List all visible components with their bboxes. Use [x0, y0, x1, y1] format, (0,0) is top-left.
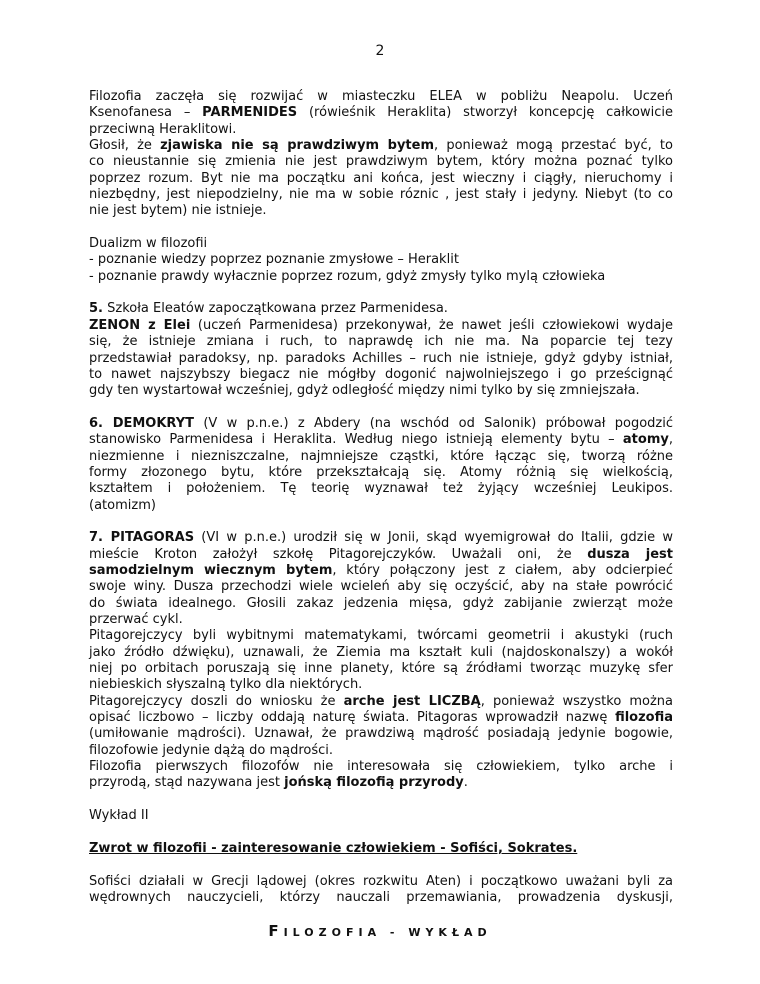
paragraph-spacer	[89, 792, 673, 808]
bold-text: arche jest LICZBĄ	[343, 693, 481, 709]
text-line	[89, 449, 673, 465]
bold-text: dusza jest	[587, 546, 673, 562]
text-span: niej po orbitach poruszają się inne planety, które są źródłami tworząc muzykę sfer	[89, 661, 673, 677]
text-span: Głosił, że	[89, 138, 161, 154]
text-line	[89, 890, 673, 906]
text-line	[89, 367, 673, 383]
text-span: formy złozonego bytu, które przekształcają się. Atomy różnią się wielkością,	[89, 464, 673, 480]
text-line	[89, 677, 673, 693]
bold-text: filozofia	[615, 710, 673, 726]
text-line	[89, 759, 673, 775]
text-line	[89, 841, 673, 857]
text-span: Ksenofanesa –	[89, 105, 203, 121]
text-span: poprzez rozum. Byt nie ma początku ani końca, jest wieczny i ciągły, nieruchomy i	[89, 170, 673, 186]
text-span: mieście Kroton założył szkołę Pitagorejczyków. Uważali oni, że	[89, 546, 588, 562]
text-line	[89, 808, 673, 824]
text-span: Filozofia pierwszych filozofów nie interesowała się człowiekiem, tylko arche i	[89, 759, 673, 775]
text-span: Pitagorejczycy byli wybitnymi matematykami, twórcami geometrii i akustyki (ruch	[89, 628, 673, 644]
bold-text: 6. DEMOKRYT	[89, 415, 195, 431]
text-span: niezmienne i niezniszczalne, najmniejsze cząstki, które łącząc się, tworzą różne	[89, 448, 673, 464]
text-span: Szkoła Eleatów zapoczątkowana przez Parmenidesa.	[102, 301, 448, 317]
text-line	[89, 645, 673, 661]
text-line	[89, 710, 673, 726]
text-line	[89, 481, 673, 497]
text-span: nie jest bytem) nie istnieje.	[89, 203, 267, 219]
text-span: ,	[668, 432, 673, 448]
text-span: Filozofia zaczęła się rozwijać w miasteczku ELEA w pobliżu Neapolu. Uczeń	[89, 89, 673, 104]
text-span: , ponieważ mogą przestać być, to	[434, 138, 673, 154]
text-span: (V w p.n.e.) z Abdery (na wschód od Salonik) próbował pogodzić	[194, 415, 673, 431]
text-span: niebieskich słyszalną tylko dla niektórych.	[89, 677, 363, 693]
text-span: , który połączony jest z ciałem, aby odcierpieć	[332, 562, 673, 578]
text-span: gdy ten wystartował wcześniej, gdyż odległość między nimi tylko by się zmniejszała.	[89, 383, 640, 399]
text-span: się, że istnieje zmiana i ruch, to naprawdę ich nie ma. Na poparcie tej tezy	[89, 334, 673, 350]
text-span: - poznanie prawdy wyłacznie poprzez rozum, gdyż zmysły tylko mylą człowieka	[89, 268, 606, 284]
bold-text: Zwrot w filozofii - zainteresowanie człowiekiem - Sofiści, Sokrates.	[89, 840, 578, 856]
footer-initial: F	[268, 922, 284, 940]
text-line	[89, 252, 673, 268]
text-span: (uczeń Parmenidesa) przekonywał, że nawet jeśli człowiekowi wydaje	[190, 317, 673, 333]
text-span: - poznanie wiedzy poprzez poznanie zmysłowe – Heraklit	[89, 252, 459, 268]
text-line	[89, 105, 673, 121]
text-line	[89, 203, 673, 219]
text-line	[89, 318, 673, 334]
text-span: przerwać cykl.	[89, 612, 183, 627]
text-line	[89, 334, 673, 350]
text-line	[89, 628, 673, 644]
paragraph-spacer	[89, 514, 673, 530]
text-line	[89, 530, 673, 546]
text-span: opisać liczbowo – liczby oddają naturę świata. Pitagoras wprowadził nazwę	[89, 710, 616, 726]
text-span: (VI w p.n.e.) urodził się w Jonii, skąd wyemigrował do Italii, gdzie w	[194, 530, 673, 546]
text-span: to nawet najszybszy biegacz nie mógłby dogonić najwolniejszego i go prześcignąć	[89, 366, 673, 382]
text-line	[89, 563, 673, 579]
text-line	[89, 89, 673, 105]
page-number: 2	[375, 43, 385, 59]
bold-text: 5.	[89, 301, 103, 317]
text-line	[89, 138, 673, 154]
text-span: kształtem i położeniem. Tę teorię wyznawał też żyjący wcześniej Leukipos.	[89, 481, 673, 497]
bold-text: PARMENIDES	[202, 105, 298, 121]
paragraph	[89, 874, 673, 907]
text-line	[89, 154, 673, 170]
text-span: Pitagorejczycy doszli do wniosku że	[89, 693, 344, 709]
paragraph	[89, 530, 673, 792]
text-span: przedstawiał paradoksy, np. paradoks Achilles – ruch nie istnieje, gdyż gdyby istniał,	[89, 350, 673, 366]
text-line	[89, 351, 673, 367]
text-line	[89, 596, 673, 612]
text-line	[89, 612, 673, 628]
text-span: , ponieważ wszystko można	[480, 693, 674, 709]
text-span: wędrownych nauczycieli, którzy nauczali przemawiania, prowadzenia dyskusji,	[89, 889, 673, 905]
paragraph	[89, 808, 673, 824]
document-body	[89, 89, 673, 906]
text-line	[89, 465, 673, 481]
bold-text: zjawiska nie są prawdziwym bytem	[160, 138, 435, 154]
text-span: (rówieśnik Heraklita) stworzył koncepcję całkowicie	[297, 105, 673, 121]
text-span: .	[463, 775, 468, 791]
text-span: filozofowie jedynie dążą do mądrości.	[89, 742, 334, 758]
text-line	[89, 383, 673, 399]
text-line	[89, 743, 673, 759]
text-span: niezbędny, jest niepodzielny, nie ma w sobie róznic , jest stały i jedyny. Niebyt (to co	[89, 187, 673, 203]
paragraph	[89, 89, 673, 220]
text-span: swoje winy. Dusza przechodzi wiele wcieleń aby się oczyścić, aby na stałe powrócić	[89, 579, 673, 595]
text-line	[89, 187, 673, 203]
text-span: (atomizm)	[89, 497, 156, 513]
text-line	[89, 579, 673, 595]
text-span: co nieustannie się zmienia nie jest prawdziwym bytem, który można poznać tylko	[89, 154, 673, 170]
text-line	[89, 236, 673, 252]
text-line	[89, 269, 673, 285]
text-span: stanowisko Parmenidesa i Heraklita. Według niego istnieją elementy bytu –	[89, 432, 623, 448]
paragraph	[89, 841, 673, 857]
text-span: przyrodą, stąd nazywana jest	[89, 775, 285, 791]
paragraph-spacer	[89, 857, 673, 873]
bold-text: jońską filozofią przyrody	[284, 775, 464, 791]
paragraph-spacer	[89, 400, 673, 416]
text-line	[89, 726, 673, 742]
bold-text: samodzielnym wiecznym bytem	[89, 562, 333, 578]
text-line	[89, 301, 673, 317]
text-line	[89, 122, 673, 138]
footer-text: ILOZOFIA - WYKŁAD	[283, 926, 492, 939]
text-line	[89, 661, 673, 677]
paragraph	[89, 416, 673, 514]
text-line	[89, 775, 673, 791]
text-line	[89, 498, 673, 514]
paragraph-spacer	[89, 824, 673, 840]
paragraph-spacer	[89, 220, 673, 236]
text-span: do świata idealnego. Głosili zakaz jedzenia mięsa, gdyż zabijanie zwierząt może	[89, 595, 673, 611]
text-line	[89, 171, 673, 187]
text-line	[89, 874, 673, 890]
bold-text: atomy	[622, 432, 669, 448]
text-span: przeciwną Heraklitowi.	[89, 121, 237, 137]
text-line	[89, 432, 673, 448]
text-span: jako źródło dźwięku), uznawali, że Ziemia ma kształt kuli (najdoskonalszy) a wokół	[89, 644, 673, 660]
text-span: Dualizm w filozofii	[89, 236, 208, 252]
page-footer	[0, 922, 760, 940]
bold-text: 7. PITAGORAS	[89, 530, 195, 546]
paragraph-spacer	[89, 285, 673, 301]
text-line	[89, 416, 673, 432]
text-line	[89, 547, 673, 563]
text-span: (umiłowanie mądrości). Uznawał, że prawdziwą mądrość posiadają jedynie bogowie,	[89, 726, 673, 742]
bold-text: ZENON z Elei	[89, 317, 191, 333]
text-span: Wykład II	[89, 808, 149, 824]
paragraph	[89, 301, 673, 399]
text-span: Sofiści działali w Grecji lądowej (okres rozkwitu Aten) i początkowo uważani byli za	[89, 873, 673, 889]
text-line	[89, 694, 673, 710]
paragraph	[89, 236, 673, 285]
